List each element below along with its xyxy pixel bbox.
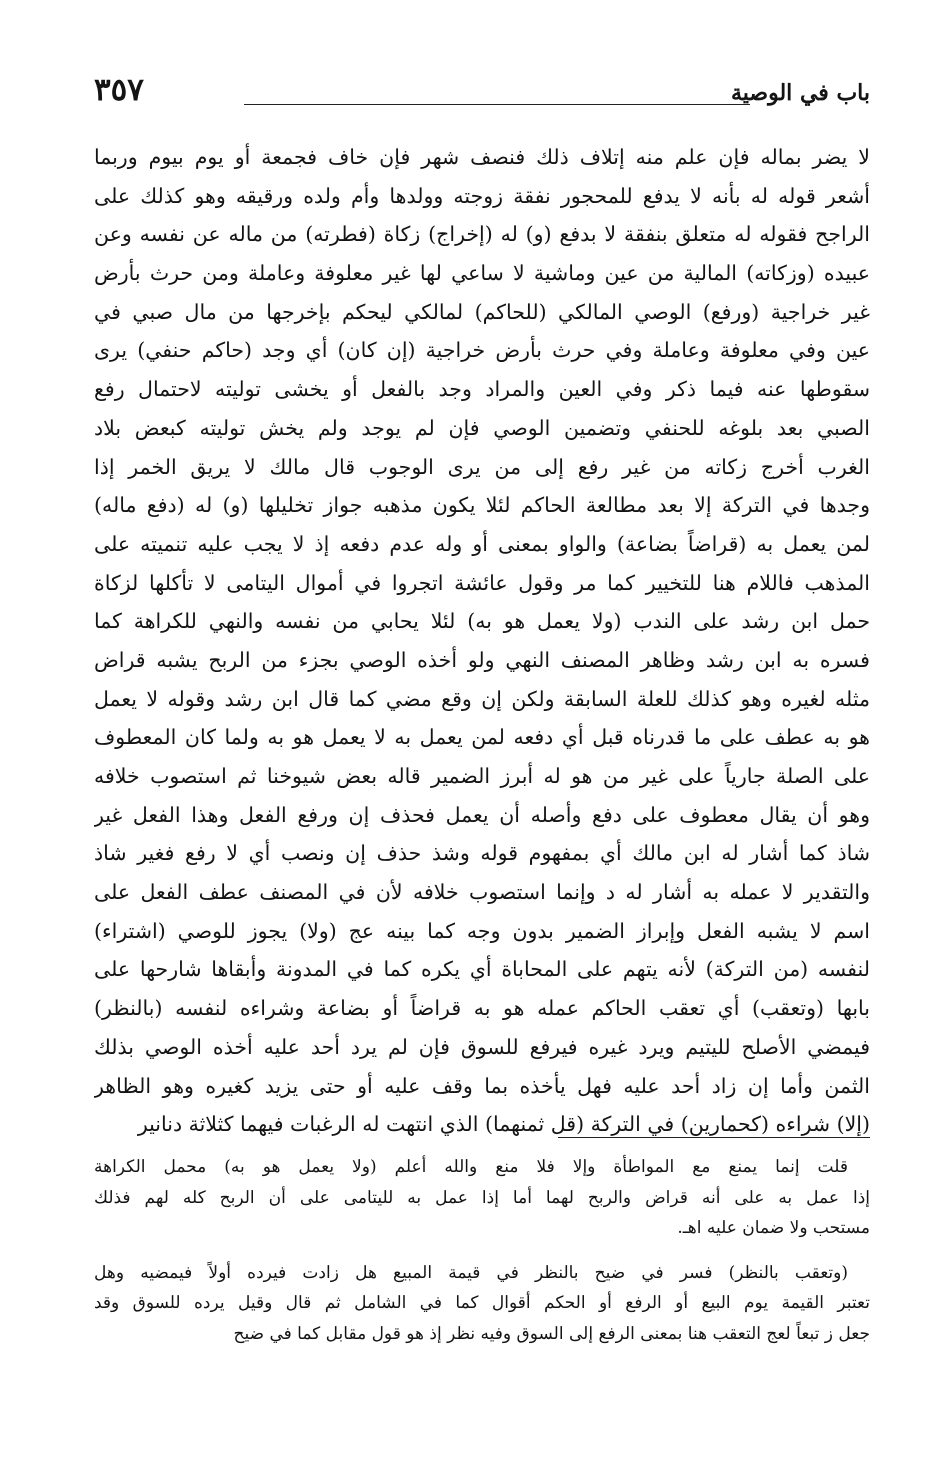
footnote-line: (وتعقب بالنظر) فسر في ضيح بالنظر في قيمة المبيع هل زادت فيرده أولاً فيمضيه وهل (94, 1262, 848, 1283)
text-line: عبيده (وزكاته) المالية من عين وماشية لا ساعي لها غير معلوفة وعاملة ومن حرث بأرض (94, 261, 870, 286)
header-rule (244, 104, 750, 105)
text-line: أشعر قوله له بأنه لا يدفع للمحجور نفقة زوجته وولدها وأم ولده ورقيقه وهو كذلك على (94, 183, 870, 208)
text-line: مثله لغيره وهو كذلك للعلة السابقة ولكن إن وقع مضي كما قال ابن رشد وقوله لا يعمل (94, 686, 870, 711)
text-line: وجدها في التركة إلا بعد مطالعة الحاكم لئلا يكون مذهبه جواز تخليلها (و) له (دفع ماله) (94, 493, 870, 518)
text-line: بابها (وتعقب) أي تعقب الحاكم عمله هو به قراضاً أو بضاعة وشراءه لنفسه (بالنظر) (94, 996, 870, 1021)
text-line: الثمن وأما إن زاد أحد عليه فهل يأخذه بما وقف عليه أو حتى يزيد كغيره وهو الظاهر (94, 1073, 870, 1098)
text-line: وهو أن يقال معطوف على دفع وأصله أن يعمل فحذف إن ورفع الفعل وهذا الفعل غير (94, 802, 870, 827)
text-line: الراجح فقوله له متعلق بنفقة لا بدفع (و) له (إخراج) زكاة (فطرته) من ماله عن نفسه وعن (94, 222, 870, 247)
text-line: هو به عطف على ما قدرناه قبل أي دفعه لمن يعمل به لا يعمل هو به ولما كان المعطوف (94, 725, 870, 750)
text-line: الغرب أخرج زكاته من غير رفع إلى من يرى الوجوب قال مالك لا يريق الخمر إذا (94, 454, 870, 479)
main-text (94, 138, 870, 1144)
text-line: المذهب فاللام هنا للتخيير كما مر وقول عائشة اتجروا في أموال اليتامى لا تأكلها لزكاة (94, 570, 870, 595)
footnote-separator (558, 1137, 870, 1138)
page-number: ٣٥٧ (94, 72, 144, 108)
text-line: غير خراجية (ورفع) الوصي المالكي (للحاكم) لمالكي ليحكم بإخرجها من مال صبي في (94, 299, 870, 324)
footnote-line: إذا عمل به على أنه قراض والربح لهما أما إذا عمل به لليتامى على أن الربح كله لهم فذلك (94, 1187, 870, 1208)
text-line: فسره به ابن رشد وظاهر المصنف النهي ولو أخذه الوصي بجزء من الربح يشبه قراض (94, 647, 870, 672)
footnote (94, 1152, 870, 1244)
text-line: حمل ابن رشد على الندب (ولا يعمل هو به) لئلا يحابي من نفسه والنهي للكراهة كما (94, 609, 870, 634)
footnote-line: مستحب ولا ضمان عليه اهـ. (677, 1218, 870, 1238)
chapter-title: باب في الوصية (730, 80, 870, 106)
text-line: لنفسه (من التركة) لأنه يتهم على المحاباة أي يكره كما في المدونة وأبقاها شارحها على (94, 957, 870, 982)
text-line: شاذ كما أشار له ابن مالك أي بمفهوم قوله وشذ حذف إن ونصب أي لا رفع فغير شاذ (94, 841, 870, 866)
footnote-line: تعتبر القيمة يوم البيع أو الرفع أو الحكم أقوال كما في الشامل ثم قال وقيل يرده للسوق وقد (94, 1293, 870, 1313)
footnote-line: قلت إنما يمنع مع المواطأة وإلا فلا منع والله أعلم (ولا يعمل هو به) محمل الكراهة (94, 1157, 848, 1177)
text-line: (إلا) شراءه (كحمارين) في التركة (قل ثمنهما) الذي انتهت له الرغبات فيهما كثلاثة دنانير (137, 1112, 870, 1137)
text-line: عين وفي معلوفة وعاملة وفي حرث بأرض خراجية (إن كان) أي وجد (حاكم حنفي) يرى (94, 338, 870, 363)
text-line: والتقدير لا عمله به أشار له د وإنما استصوب خلافه لأن في المصنف عطف الفعل على (94, 880, 870, 905)
page-header (94, 74, 870, 134)
text-line: اسم لا يشبه الفعل وإبراز الضمير بدون وجه كما بينه عج (ولا) يجوز للوصي (اشتراء) (94, 918, 870, 943)
footnote-line: جعل ز تبعاً لعج التعقب هنا بمعنى الرفع إلى السوق وفيه نظر إذ هو قول مقابل كما في ضيح (233, 1323, 870, 1344)
text-line: على الصلة جارياً على غير من هو له أبرز الضمير قاله بعض شيوخنا ثم استصوب خلافه (94, 764, 870, 788)
footnotes (94, 1152, 870, 1363)
text-line: لمن يعمل به (قراضاً بضاعة) والواو بمعنى أو وله عدم دفعه إذ لا يجب عليه تنميته على (94, 531, 870, 556)
text-line: سقوطها عنه فيما ذكر وفي العين والمراد وجد بالفعل أو يخشى توليته لاحتمال رفع (94, 377, 870, 402)
text-line: لا يضر بماله فإن علم منه إتلاف ذلك فنصف شهر فإن خاف فجمعة أو يوم بيوم وربما (94, 145, 870, 169)
text-line: الصبي بعد بلوغه للحنفي وتضمين الوصي فإن لم يوجد ولم يخش توليته كبعض بلاد (94, 415, 870, 440)
footnote (94, 1258, 870, 1350)
text-line: فيمضي الأصلح لليتيم ويرد غيره فيرفع للسوق فإن لم يرد أحد عليه أخذه الوصي بذلك (94, 1034, 870, 1059)
